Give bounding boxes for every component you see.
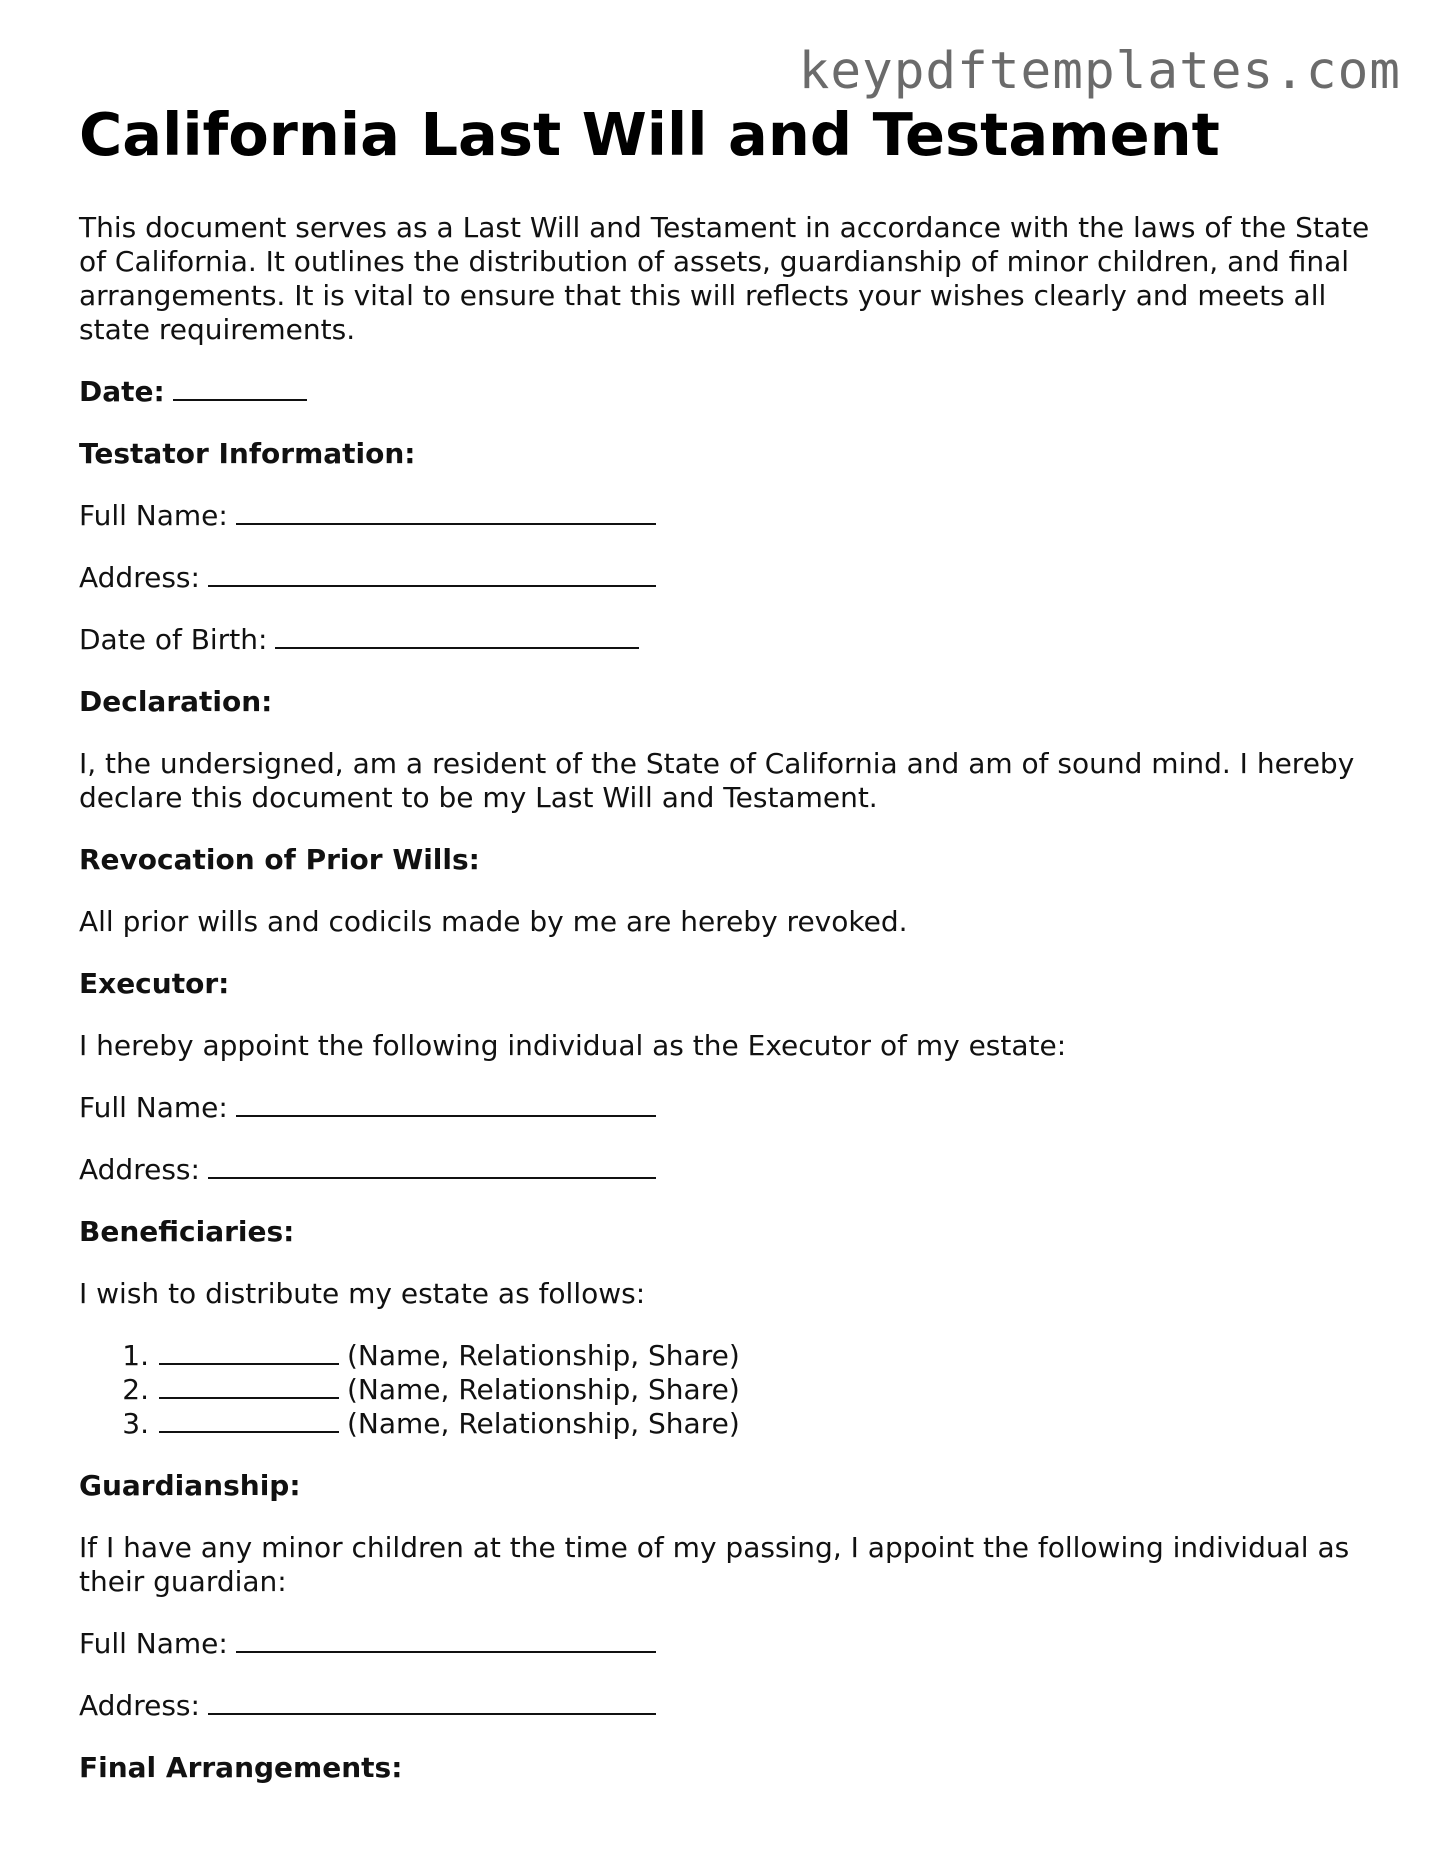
testator-heading: Testator Information: xyxy=(79,436,416,470)
executor-address-line xyxy=(79,1153,1379,1187)
beneficiary-hint: (Name, Relationship, Share) xyxy=(347,1372,740,1406)
watermark: keypdftemplates.com xyxy=(798,42,1401,101)
guardian-name-line xyxy=(79,1627,1379,1661)
testator-name-field[interactable] xyxy=(236,499,656,525)
testator-address-field[interactable] xyxy=(208,561,656,587)
beneficiary-field[interactable] xyxy=(159,1373,339,1399)
guardian-address-label: Address: xyxy=(79,1688,200,1722)
beneficiary-field[interactable] xyxy=(159,1407,339,1433)
testator-address-line xyxy=(79,561,1379,595)
date-label: Date: xyxy=(79,374,165,408)
executor-name-line xyxy=(79,1091,1379,1125)
beneficiary-number: 1. xyxy=(122,1338,149,1372)
list-item xyxy=(79,1339,1379,1373)
beneficiaries-list xyxy=(79,1339,1379,1441)
date-field[interactable] xyxy=(173,375,307,401)
beneficiary-hint: (Name, Relationship, Share) xyxy=(347,1338,740,1372)
declaration-text: I, the undersigned, am a resident of the State of California and am of sound mind. I hereby declare this document to be my Last Will and Testament. xyxy=(79,746,1355,814)
testator-address-label: Address: xyxy=(79,560,200,594)
testator-name-label: Full Name: xyxy=(79,498,228,532)
executor-text: I hereby appoint the following individual as the Executor of my estate: xyxy=(79,1028,1067,1062)
beneficiaries-heading: Beneficiaries: xyxy=(79,1214,295,1248)
testator-dob-label: Date of Birth: xyxy=(79,622,268,656)
beneficiary-number: 3. xyxy=(122,1406,149,1440)
executor-heading: Executor: xyxy=(79,966,230,1000)
guardian-address-field[interactable] xyxy=(208,1689,656,1715)
list-item xyxy=(79,1407,1379,1441)
executor-name-field[interactable] xyxy=(236,1091,656,1117)
executor-name-label: Full Name: xyxy=(79,1090,228,1124)
guardian-name-field[interactable] xyxy=(236,1627,656,1653)
page-title: California Last Will and Testament xyxy=(79,100,1220,169)
revocation-text: All prior wills and codicils made by me are hereby revoked. xyxy=(79,904,908,938)
guardian-name-label: Full Name: xyxy=(79,1626,228,1660)
executor-address-field[interactable] xyxy=(208,1153,656,1179)
testator-dob-field[interactable] xyxy=(275,623,639,649)
beneficiary-hint: (Name, Relationship, Share) xyxy=(347,1406,740,1440)
testator-dob-line xyxy=(79,623,1379,657)
list-item xyxy=(79,1373,1379,1407)
date-line xyxy=(79,375,1379,409)
guardianship-text: If I have any minor children at the time of my passing, I appoint the following individual as their guardian: xyxy=(79,1530,1350,1598)
document-page xyxy=(79,100,1379,1813)
guardian-address-line xyxy=(79,1689,1379,1723)
testator-name-line xyxy=(79,499,1379,533)
declaration-heading: Declaration: xyxy=(79,684,273,718)
intro-paragraph: This document serves as a Last Will and Testament in accordance with the laws of the State of California. It outlines the distribution of assets, guardianship of minor children, and final arrangements. It is vital to ensure that this will reflects your wishes clearly and meets all state requirements. xyxy=(79,210,1370,346)
beneficiary-field[interactable] xyxy=(159,1339,339,1365)
guardianship-heading: Guardianship: xyxy=(79,1468,301,1502)
executor-address-label: Address: xyxy=(79,1152,200,1186)
beneficiary-number: 2. xyxy=(122,1372,149,1406)
final-arrangements-heading: Final Arrangements: xyxy=(79,1750,403,1784)
revocation-heading: Revocation of Prior Wills: xyxy=(79,842,480,876)
beneficiaries-text: I wish to distribute my estate as follows: xyxy=(79,1276,646,1310)
